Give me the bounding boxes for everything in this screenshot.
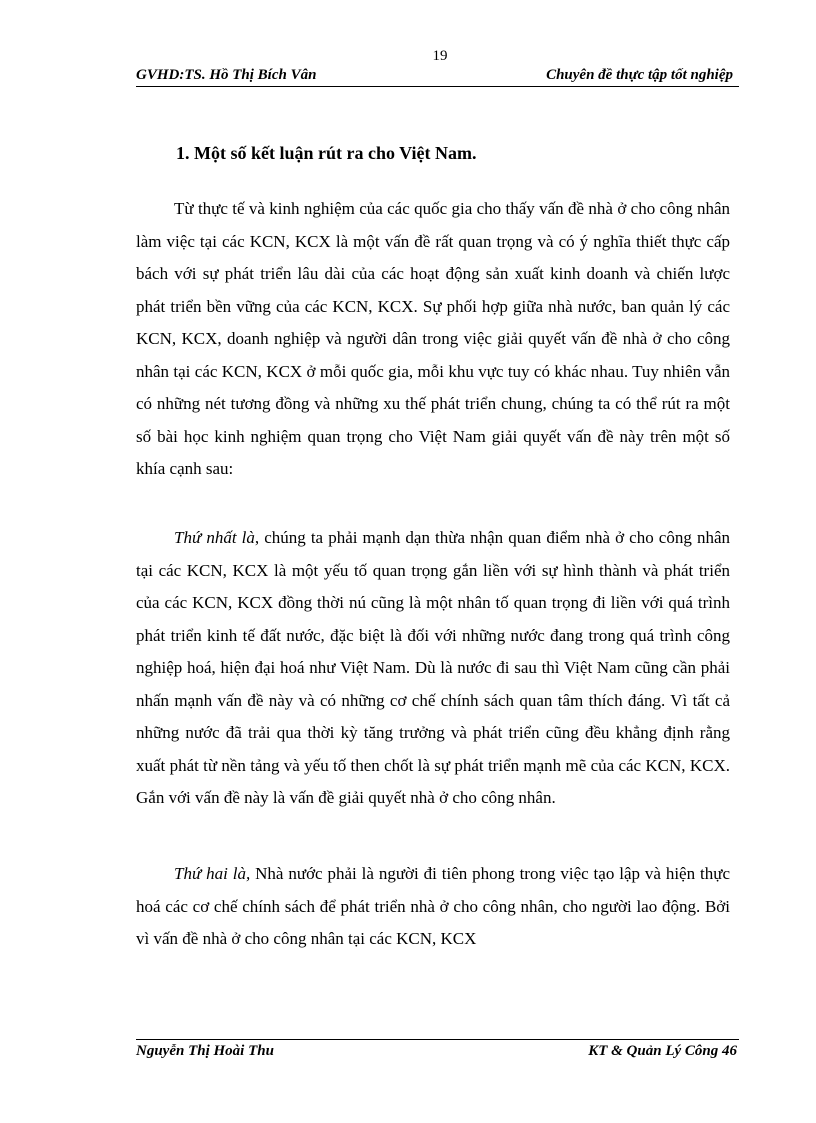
- page-footer: [136, 1039, 739, 1062]
- section-title: 1. Một số kết luận rút ra cho Việt Nam.: [176, 143, 477, 163]
- paragraph-1-text: Từ thực tế và kinh nghiệm của các quốc gia cho thấy vấn đề nhà ở cho công nhân làm việc tại các KCN, KCX là một vấn đề rất quan trọng và có ý nghĩa thiết thực cấp bách với sự phát triển lâu dài của các hoạt động sản xuất kinh doanh và chiến lược phát triển bền vững của các KCN, KCX. Sự phối hợp giữa nhà nước, ban quản lý các KCN, KCX, doanh nghiệp và người dân trong việc giải quyết vấn đề nhà ở cho công nhân tại các KCN, KCX ở mỗi quốc gia, mỗi khu vực tuy có khác nhau. Tuy nhiên vẫn có những nét tương đồng và những xu thế phát triển chung, chúng ta có thể rút ra một số bài học kinh nghiệm quan trọng cho Việt Nam giải quyết vấn đề này trên một số khía cạnh sau:: [136, 199, 730, 478]
- paragraph-1: [136, 193, 730, 486]
- paragraph-3-lead: Thứ hai là,: [174, 864, 251, 883]
- paragraph-2-text: , chúng ta phải mạnh dạn thừa nhận quan điểm nhà ở cho công nhân tại các KCN, KCX là một yếu tố quan trọng gắn liền với sự hình thành và phát triển của các KCN, KCX đồng thời nú cũng là một nhân tố quan trọng đi liền với quá trình phát triển kinh tế đất nước, đặc biệt là đối với những nước đang trong quá trình công nghiệp hoá, hiện đại hoá như Việt Nam. Dù là nước đi sau thì Việt Nam cũng cần phải nhấn mạnh vấn đề này và có những cơ chế chính sách quan tâm thích đáng. Vì tất cả những nước đã trải qua thời kỳ tăng trưởng và phát triển cũng đều khẳng định rằng xuất phát từ nền tảng và yếu tố then chốt là sự phát triển mạnh mẽ của các KCN, KCX. Gắn với vấn đề này là vấn đề giải quyết nhà ở cho công nhân.: [136, 528, 730, 807]
- paragraph-2-lead: Thứ nhất là: [174, 528, 255, 547]
- paragraph-3: [136, 858, 730, 956]
- page-number: 19: [432, 48, 448, 64]
- paragraph-3-text: Nhà nước phải là người đi tiên phong trong việc tạo lập và hiện thực hoá các cơ chế chính sách để phát triển nhà ở cho công nhân, cho người lao động. Bởi vì vấn đề nhà ở cho công nhân tại các KCN, KCX: [136, 864, 730, 948]
- header-advisor: GVHD:TS. Hồ Thị Bích Vân: [136, 67, 317, 83]
- footer-class: KT & Quản Lý Công 46: [588, 1043, 737, 1059]
- header-document-type: Chuyên đề thực tập tốt nghiệp: [546, 67, 733, 83]
- paragraph-2: [136, 522, 730, 815]
- footer-author: Nguyễn Thị Hoài Thu: [136, 1043, 274, 1059]
- page-header: [136, 67, 739, 87]
